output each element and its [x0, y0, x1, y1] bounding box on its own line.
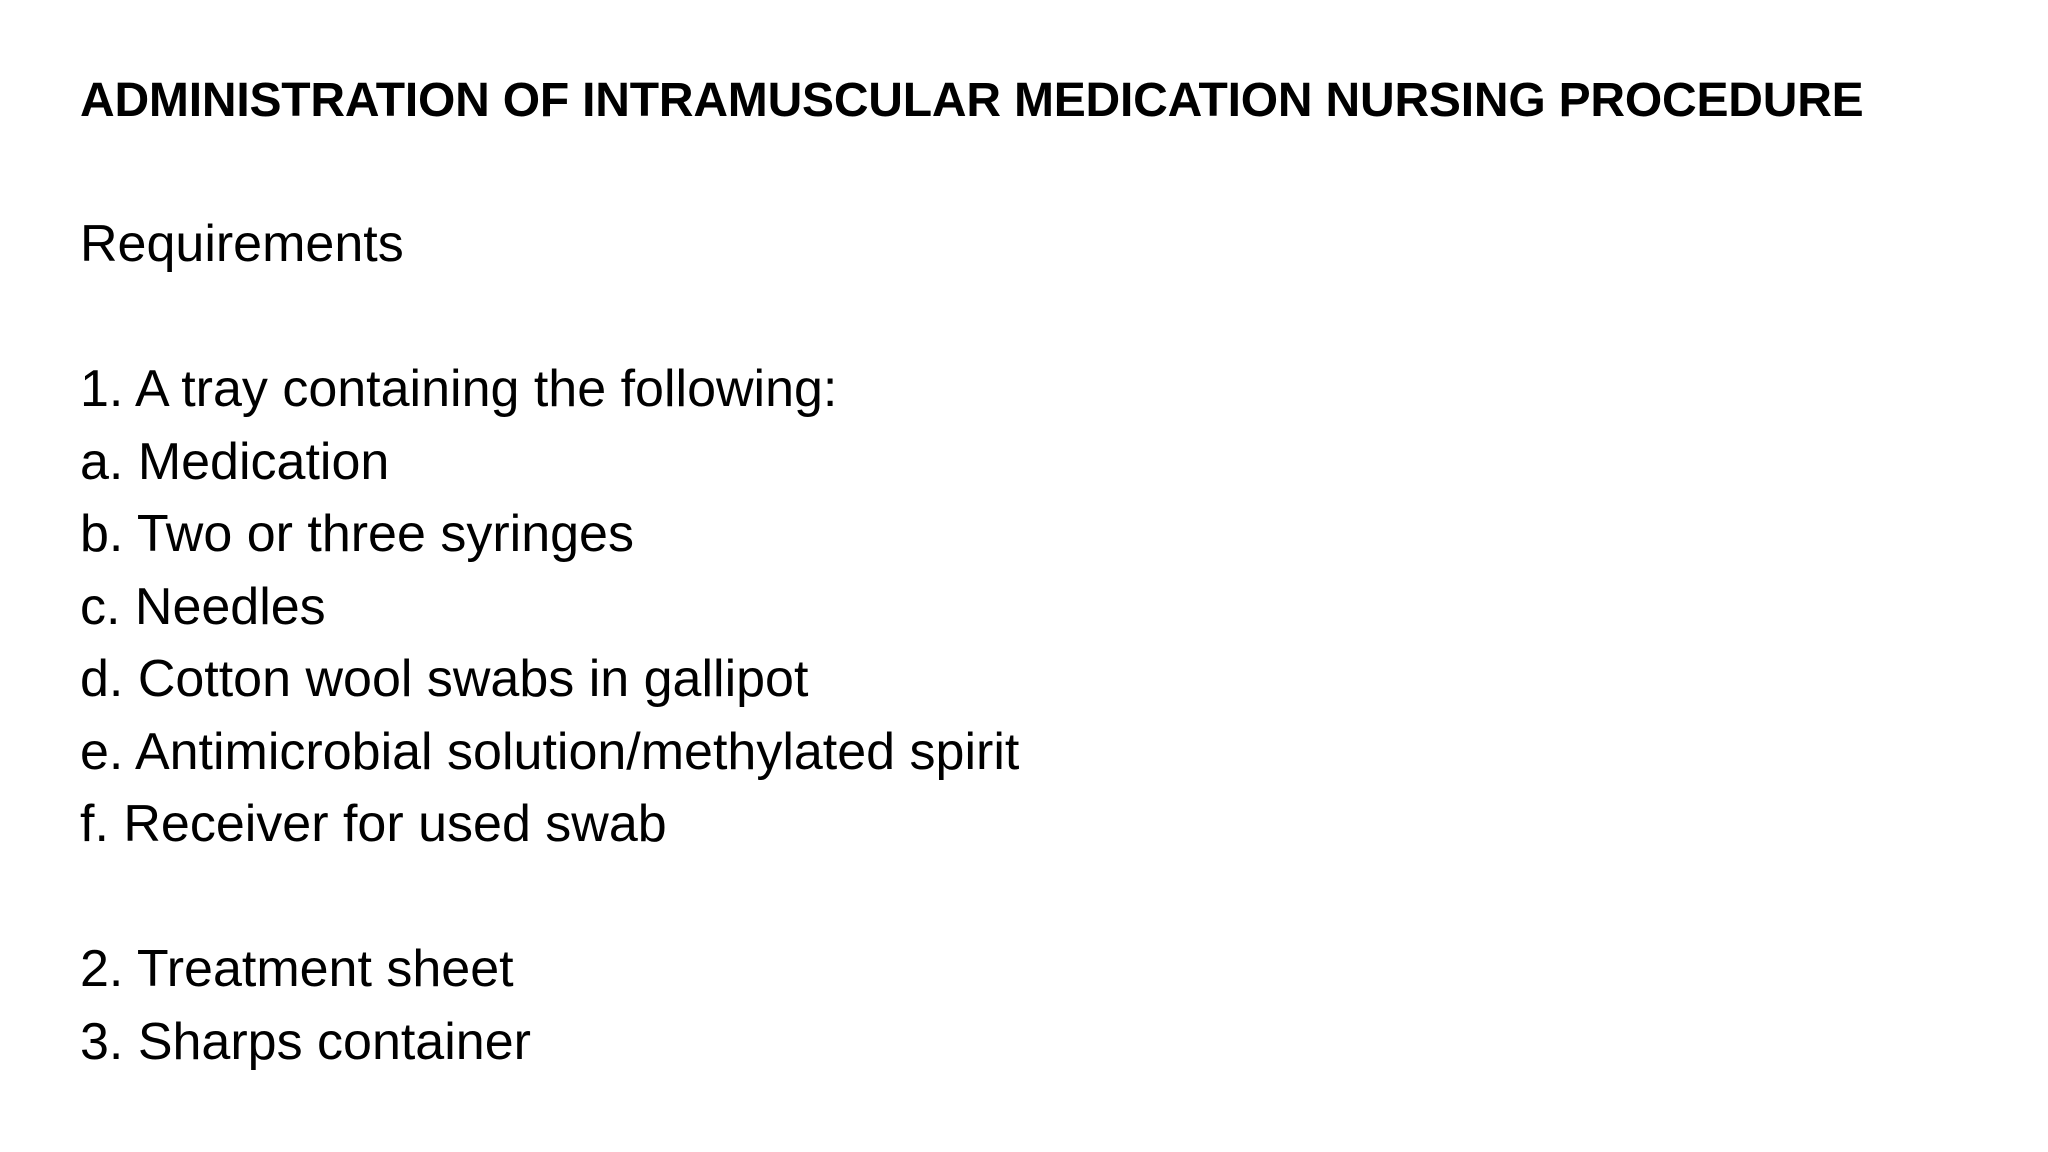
list-item-tray: 1. A tray containing the following: [80, 360, 838, 418]
list-item-sharps-container: 3. Sharps container [80, 1012, 531, 1071]
sub-item-syringes: b. Two or three syringes [80, 505, 634, 563]
sub-item-medication: a. Medication [80, 432, 390, 491]
blank-line [80, 281, 1960, 354]
sub-item-cotton-swabs: d. Cotton wool swabs in gallipot [80, 650, 809, 708]
sub-item-needles: c. Needles [80, 577, 326, 636]
requirements-heading: Requirements [80, 215, 404, 273]
sub-item-antimicrobial-solution: e. Antimicrobial solution/methylated spirit [80, 722, 1020, 781]
slide-body [80, 208, 1960, 1078]
blank-line [80, 861, 1960, 934]
list-item-treatment-sheet: 2. Treatment sheet [80, 940, 514, 998]
slide-title: ADMINISTRATION OF INTRAMUSCULAR MEDICATION NURSING PROCEDURE [80, 74, 1864, 127]
sub-item-receiver: f. Receiver for used swab [80, 795, 667, 853]
